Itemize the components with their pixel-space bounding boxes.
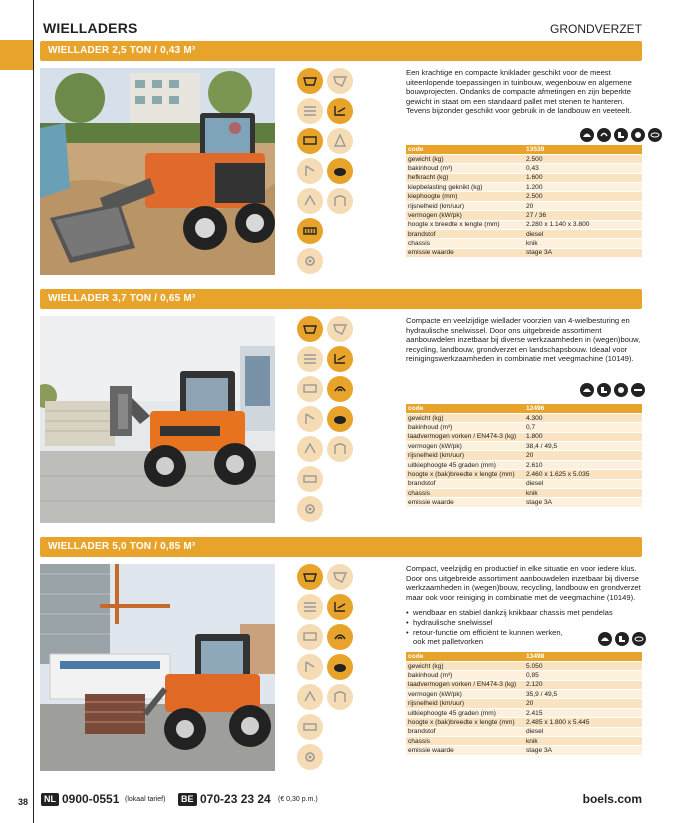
- spec-row: [406, 708, 642, 717]
- spec-row: [406, 154, 642, 163]
- spec-key: hoogte x (bak)breedte x lengte (mm): [406, 718, 524, 727]
- grab-bucket-icon: [327, 564, 353, 590]
- section-title: WIELLADER 3,7 TON / 0,65 M³: [48, 293, 196, 304]
- spec-value: 0,43: [524, 164, 642, 173]
- spec-row: [406, 211, 642, 220]
- spec-key: hefkracht (kg): [406, 173, 524, 182]
- roller-icon: [327, 684, 353, 710]
- spec-row: [406, 718, 642, 727]
- spec-row: [406, 442, 642, 451]
- grid-icon: [297, 466, 323, 492]
- feature-icons: [580, 128, 662, 142]
- spec-value: 2.280 x 1.140 x 3.800: [524, 220, 642, 229]
- spec-key: code: [406, 404, 524, 413]
- spec-key: uitkiephoogte 45 graden (mm): [406, 708, 524, 717]
- spec-row: [406, 671, 642, 680]
- snow-icon: [297, 684, 323, 710]
- grid-icon: [297, 714, 323, 740]
- fork-icon: [297, 346, 323, 372]
- spec-value: stage 3A: [524, 248, 642, 257]
- sweeper-icon: [327, 98, 353, 124]
- spec-header-row: [406, 145, 642, 154]
- spec-value: 4.300: [524, 413, 642, 422]
- nl-tariff: (lokaal tarief): [125, 796, 166, 803]
- section-title-bar: [40, 289, 642, 309]
- spec-value: 35,9 / 49,5: [524, 690, 642, 699]
- page-category: GRONDVERZET: [549, 22, 642, 36]
- section-title: WIELLADER 5,0 TON / 0,85 M³: [48, 541, 196, 552]
- spec-key: gewicht (kg): [406, 661, 524, 670]
- spec-row: [406, 746, 642, 755]
- spec-key: chassis: [406, 737, 524, 746]
- spec-key: emissie waarde: [406, 248, 524, 257]
- spec-header-row: [406, 404, 642, 413]
- product-description: Een krachtige en compacte kniklader geschikt voor de meest uiteenlopende toepassingen in tuinbouw, wegenbouw en algemene bouwprojecten. Ondanks de compacte afmetingen en zijn beperkte gewicht in staat om een standaard pallet met stenen te hanteren. Tevens bijzonder geschikt voor gebruik in de landbouw en veeteelt.: [406, 68, 632, 116]
- roller-icon: [327, 188, 353, 214]
- feature-icons: [598, 632, 646, 646]
- 360-view-icon: [648, 128, 662, 142]
- spec-key: rijsnelheid (km/uur): [406, 201, 524, 210]
- spec-row: [406, 690, 642, 699]
- product-description: Compacte en veelzijdige wiellader voorzien van 4-wielbesturing en hydraulische snelwissel. Door ons uitgebreide assortiment aanbouwdelen inzetbaar bij diverse werkzaamheden in (wegen)bouw, recycling, landbouw, grondverzet en landschapsbouw. Ideaal voor reinigingswerkzaamheden in combinatie met veegmachine (10149).: [406, 316, 641, 364]
- spec-value: 2.500: [524, 154, 642, 163]
- product-section-2: [40, 289, 642, 527]
- spec-value: 1.800: [524, 432, 642, 441]
- spec-row: [406, 661, 642, 670]
- spec-value: 20: [524, 451, 642, 460]
- spec-value: 20: [524, 699, 642, 708]
- spec-row: [406, 239, 642, 248]
- product-photo-3: [40, 564, 275, 771]
- helmet-icon: [598, 632, 612, 646]
- grid-icon: [297, 218, 323, 244]
- product-photo-2: [40, 316, 275, 523]
- spec-row: [406, 248, 642, 257]
- bullet-item: • wendbaar en stabiel dankzij knikbaar chassis met pendelas: [406, 608, 642, 618]
- spec-row: [406, 451, 642, 460]
- product-section-3: [40, 537, 642, 775]
- spec-key: rijsnelheid (km/uur): [406, 451, 524, 460]
- section-title: WIELLADER 2,5 TON / 0,43 M³: [48, 45, 196, 56]
- spec-row: [406, 737, 642, 746]
- ear-protection-icon: [597, 128, 611, 142]
- spec-key: rijsnelheid (km/uur): [406, 699, 524, 708]
- lift-icon: [297, 158, 323, 184]
- spec-value: 2.500: [524, 192, 642, 201]
- product-photo-1: [40, 68, 275, 275]
- spec-value: 12496: [524, 404, 642, 413]
- spec-row: [406, 727, 642, 736]
- spec-key: chassis: [406, 489, 524, 498]
- spec-value: 13539: [524, 145, 642, 154]
- spec-table: [406, 145, 642, 258]
- spec-value: 2.460 x 1.625 x 5.035: [524, 470, 642, 479]
- broom-icon: [327, 406, 353, 432]
- sweeper-icon: [327, 594, 353, 620]
- bucket-icon: [297, 68, 323, 94]
- spec-key: vermogen (kW/pk): [406, 442, 524, 451]
- helmet-icon: [580, 128, 594, 142]
- page-number: 38: [18, 797, 29, 807]
- broom-icon: [327, 158, 353, 184]
- cone-icon: [327, 624, 353, 650]
- bucket-icon: [297, 316, 323, 342]
- pallet-icon: [297, 624, 323, 650]
- spec-row: [406, 699, 642, 708]
- spec-key: gewicht (kg): [406, 154, 524, 163]
- sweeper-icon: [327, 346, 353, 372]
- spec-key: hoogte x (bak)breedte x lengte (mm): [406, 470, 524, 479]
- spec-key: brandstof: [406, 479, 524, 488]
- spec-key: brandstof: [406, 230, 524, 239]
- be-phone[interactable]: 070-23 23 24: [200, 792, 271, 806]
- spec-key: kiepbelasting geknikt (kg): [406, 183, 524, 192]
- spec-key: code: [406, 652, 524, 661]
- feature-icons: [580, 383, 645, 397]
- spec-value: stage 3A: [524, 498, 642, 507]
- boots-icon: [597, 383, 611, 397]
- spec-row: [406, 423, 642, 432]
- spec-value: 20: [524, 201, 642, 210]
- spec-key: emissie waarde: [406, 498, 524, 507]
- spec-value: knik: [524, 737, 642, 746]
- roller-icon: [327, 436, 353, 462]
- lift-icon: [297, 654, 323, 680]
- gloves-icon: [614, 383, 628, 397]
- spec-row: [406, 201, 642, 210]
- section-title-bar: [40, 537, 642, 557]
- nl-badge: NL: [41, 793, 59, 806]
- pallet-icon: [297, 376, 323, 402]
- helmet-icon: [580, 383, 594, 397]
- bullet-item: • hydraulische snelwissel: [406, 618, 642, 628]
- gloves-icon: [631, 128, 645, 142]
- spec-key: laadvermogen vorken / EN474-3 (kg): [406, 680, 524, 689]
- spec-value: 2.120: [524, 680, 642, 689]
- spec-key: brandstof: [406, 727, 524, 736]
- spec-row: [406, 498, 642, 507]
- description-text: Compact, veelzijdig en productief in elke situatie en voor iedere klus. Door ons uitgebreide assortiment aanbouwdelen inzetbaar bij diverse werkzaamheden in (wegen)bouw, recycling, landbouw en grondverzet maar ook voor reiniging in combinatie met de veegmachine (10149).: [406, 564, 641, 602]
- spec-row: [406, 489, 642, 498]
- boots-icon: [615, 632, 629, 646]
- spec-key: emissie waarde: [406, 746, 524, 755]
- spec-value: 2.415: [524, 708, 642, 717]
- grab-bucket-icon: [327, 316, 353, 342]
- spec-key: hoogte x breedte x lengte (mm): [406, 220, 524, 229]
- broom-icon: [327, 654, 353, 680]
- spec-row: [406, 183, 642, 192]
- spec-key: uitkiephoogte 45 graden (mm): [406, 460, 524, 469]
- spec-value: 1.600: [524, 173, 642, 182]
- spec-key: bakinhoud (m³): [406, 671, 524, 680]
- spec-key: code: [406, 145, 524, 154]
- spec-value: knik: [524, 239, 642, 248]
- spec-row: [406, 460, 642, 469]
- goggles-icon: [631, 383, 645, 397]
- boots-icon: [614, 128, 628, 142]
- spec-row: [406, 192, 642, 201]
- 360-view-icon: [632, 632, 646, 646]
- spec-row: [406, 173, 642, 182]
- spec-value: 13498: [524, 652, 642, 661]
- spec-key: chassis: [406, 239, 524, 248]
- spec-row: [406, 413, 642, 422]
- website-link[interactable]: boels.com: [582, 792, 642, 806]
- product-section-1: [40, 41, 642, 277]
- page-title: WIELLADERS: [43, 20, 138, 36]
- bullet-item: • retour-functie om efficiënt te kunnen werken, ook met palletvorken: [406, 628, 576, 647]
- pallet-icon: [297, 128, 323, 154]
- spec-value: 38,4 / 49,5: [524, 442, 642, 451]
- spec-row: [406, 470, 642, 479]
- spec-value: 5.050: [524, 661, 642, 670]
- spec-value: 27 / 36: [524, 211, 642, 220]
- spec-value: 2.485 x 1.800 x 5.445: [524, 718, 642, 727]
- spec-value: 1.200: [524, 183, 642, 192]
- grab-bucket-icon: [327, 68, 353, 94]
- spec-row: [406, 680, 642, 689]
- cone-icon: [327, 376, 353, 402]
- spec-key: bakinhoud (m³): [406, 423, 524, 432]
- lift-icon: [297, 406, 323, 432]
- spec-value: diesel: [524, 727, 642, 736]
- gear-icon: [297, 744, 323, 770]
- spec-value: 0,85: [524, 671, 642, 680]
- page-footer: [0, 791, 676, 813]
- spec-value: 2.610: [524, 460, 642, 469]
- spec-key: vermogen (kW/pk): [406, 690, 524, 699]
- spec-row: [406, 164, 642, 173]
- spec-value: knik: [524, 489, 642, 498]
- spec-table: [406, 404, 642, 508]
- nl-phone[interactable]: 0900-0551: [62, 792, 120, 806]
- gear-icon: [297, 496, 323, 522]
- spec-row: [406, 230, 642, 239]
- spec-key: vermogen (kW/pk): [406, 211, 524, 220]
- left-margin-rule: [33, 0, 34, 823]
- spec-table: [406, 652, 642, 756]
- spec-value: 0,7: [524, 423, 642, 432]
- spec-key: bakinhoud (m³): [406, 164, 524, 173]
- spec-key: laadvermogen vorken / EN474-3 (kg): [406, 432, 524, 441]
- chapter-tab: [0, 40, 33, 70]
- spec-row: [406, 220, 642, 229]
- spec-row: [406, 432, 642, 441]
- snow-icon: [297, 436, 323, 462]
- be-badge: BE: [178, 793, 197, 806]
- be-tariff: (€ 0,30 p.m.): [278, 796, 318, 803]
- spec-value: diesel: [524, 230, 642, 239]
- snow-icon: [297, 188, 323, 214]
- fork-icon: [297, 594, 323, 620]
- spec-header-row: [406, 652, 642, 661]
- bucket-icon: [297, 564, 323, 590]
- spec-key: gewicht (kg): [406, 413, 524, 422]
- spec-row: [406, 479, 642, 488]
- spec-value: diesel: [524, 479, 642, 488]
- gear-icon: [297, 248, 323, 274]
- section-title-bar: [40, 41, 642, 61]
- spec-value: stage 3A: [524, 746, 642, 755]
- fork-icon: [297, 98, 323, 124]
- spec-key: kiephoogte (mm): [406, 192, 524, 201]
- cone-icon: [327, 128, 353, 154]
